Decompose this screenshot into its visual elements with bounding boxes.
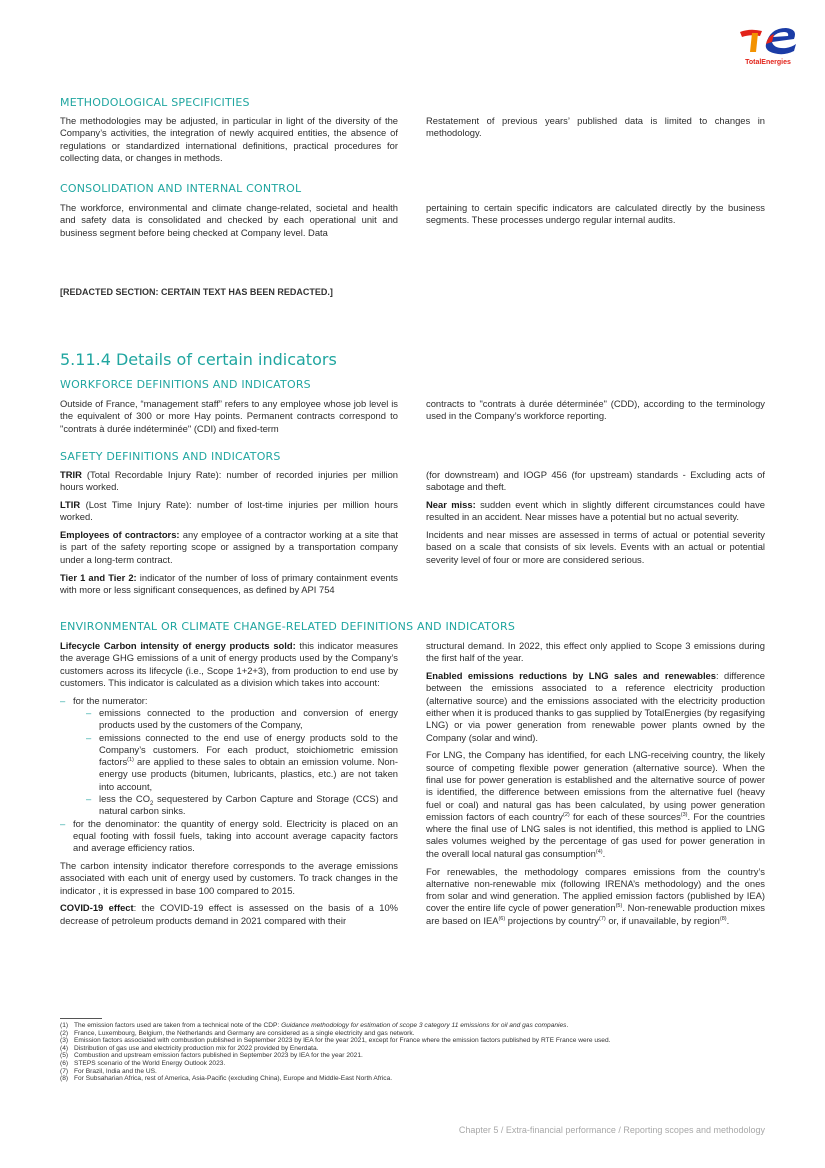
tier-text: indicator of the number of loss of primary containment events with more or less significant consequences, as defined by API 754 bbox=[60, 571, 398, 595]
footnote-6 bbox=[60, 1060, 766, 1068]
text-span: for each of these sources bbox=[569, 810, 681, 822]
workforce-left-paragraph: Outside of France, “management staff” refers to any employee whose job level is the equivalent of 300 or more Hay points. Permanent contracts correspond to "contrats à durée indéterminée" (CDI) and fixed-term bbox=[60, 398, 398, 434]
footnote-ref: (3) bbox=[680, 811, 688, 818]
footnote-number: (5) bbox=[60, 1052, 69, 1060]
footnote-ref: (5) bbox=[615, 903, 623, 910]
contractors-text: any employee of a contractor working at a site that is part of the safety reporting scope or assigned by a transportation company under a long-term contract. bbox=[60, 529, 399, 565]
lng-paragraph bbox=[426, 749, 765, 860]
trir-term: TRIR bbox=[60, 469, 82, 480]
tier-term: Tier 1 and Tier 2: bbox=[60, 571, 137, 583]
list-item: – emissions connected to the production and conversion of energy products used by the customers of the Company, bbox=[86, 707, 398, 732]
environment-right-text bbox=[426, 640, 765, 933]
footnote-text: Combustion and upstream emission factors published in September 2023 by IEA for the year 2021. bbox=[74, 1052, 363, 1060]
environment-heading: ENVIRONMENTAL OR CLIMATE CHANGE-RELATED DEFINITIONS AND INDICATORS bbox=[60, 620, 516, 633]
workforce-right-text bbox=[426, 398, 765, 428]
totalenergies-logo bbox=[736, 22, 800, 68]
trir-definition bbox=[60, 469, 398, 494]
text-span: sequestered by Carbon Capture and Storage (CCS) and natural carbon sinks. bbox=[99, 793, 398, 817]
footnote-text: Emission factors associated with combustion published in September 2023 by IEA for the year 2021, except for France where the emission factors published by RTE France were used. bbox=[74, 1037, 611, 1045]
footnote-text: STEPS scenario of the World Energy Outlook 2023. bbox=[74, 1059, 226, 1067]
redacted-notice: [REDACTED SECTION: CERTAIN TEXT HAS BEEN REDACTED.] bbox=[60, 287, 333, 297]
footnote-text: For Subsaharian Africa, rest of America, Asia-Pacific (excluding China), Europe and Middle-East North Africa. bbox=[74, 1075, 393, 1083]
footnote-7 bbox=[60, 1068, 766, 1076]
text-span: . For the countries where the final use of LNG sales is not identified, this method is applied to LNG sales volumes weighed by the percentage of gas used for power generation in the overall local natural gas consumption bbox=[426, 810, 765, 859]
footnote-number: (4) bbox=[60, 1044, 69, 1052]
covid-text: : the COVID-19 effect is assessed on the basis of a 10% decrease of petroleum products demand in 2021 compared with their bbox=[60, 902, 398, 926]
footnote-divider bbox=[60, 1018, 102, 1019]
methodological-right-paragraph: Restatement of previous years’ published data is limited to changes in methodology. bbox=[426, 115, 765, 139]
consolidation-heading: CONSOLIDATION AND INTERNAL CONTROL bbox=[60, 182, 302, 195]
workforce-heading: WORKFORCE DEFINITIONS AND INDICATORS bbox=[60, 378, 311, 391]
methodological-heading: METHODOLOGICAL SPECIFICITIES bbox=[60, 96, 250, 109]
enabled-reductions-definition bbox=[426, 670, 765, 744]
ltir-definition bbox=[60, 499, 398, 524]
footnote-number: (3) bbox=[60, 1037, 69, 1045]
safety-left-text bbox=[60, 469, 398, 602]
text-span: or, if unavailable, by region bbox=[605, 914, 720, 926]
text-span: . Non-renewable production mixes are based on IEA bbox=[426, 902, 765, 926]
footnote-number: (8) bbox=[60, 1075, 69, 1083]
footnote-1 bbox=[60, 1022, 766, 1030]
safety-right-text bbox=[426, 469, 765, 572]
workforce-right-paragraph: contracts to "contrats à durée déterminée" (CDD), according to the terminology used in the Company’s workforce reporting. bbox=[426, 398, 765, 422]
footnote-text: France, Luxembourg, Belgium, the Netherlands and Germany are considered as a single electricity and gas network. bbox=[74, 1029, 415, 1037]
footnote-ref: (7) bbox=[598, 915, 606, 922]
structural-demand-paragraph: structural demand. In 2022, this effect only applied to Scope 3 emissions during the first half of the year. bbox=[426, 640, 765, 664]
footnote-ref: (2) bbox=[563, 811, 570, 818]
methodological-left-paragraph: The methodologies may be adjusted, in particular in light of the diversity of the Company’s activities, the integration of newly acquired entities, the absence of regulations or standardized international definitions, practical procedures for collecting data, or changes in methods. bbox=[60, 115, 398, 163]
footnote-text: Distribution of gas use and electricity production mix for 2022 provided by Enerdata. bbox=[74, 1044, 319, 1052]
list-item bbox=[60, 695, 398, 818]
page-footer: Chapter 5 / Extra-financial performance / Reporting scopes and methodology bbox=[458, 1125, 765, 1135]
lci-definition bbox=[60, 640, 398, 689]
near-miss-term: Near miss: bbox=[426, 499, 476, 511]
near-miss-definition bbox=[426, 499, 765, 524]
carbon-intensity-paragraph: The carbon intensity indicator therefore corresponds to the average emissions associated with each unit of energy used by customers. To track changes in the indicator , it is expressed in base 100 compared to 2015. bbox=[60, 860, 398, 896]
text-span: For LNG, the Company has identified, for each LNG-receiving country, the likely source of competing flexible power generation (alternative source). When the final use for power generation is established and the alternative source of power is identified, the difference between emissions from the alternative fuel (heavy fuel or coal) and natural gas has been calculated, by using power generation emission factors of each country bbox=[426, 749, 765, 822]
text-span: less the CO bbox=[99, 793, 150, 805]
enabled-text: : difference between the emissions associated to a reference electricity production (alternative source) and the emissions associated with the electricity production either when it is produced thanks to gas supplied by TotalEnergies (by regasifying LNG) or via power generation from renewable power plants owned by the Company (solar and wind). bbox=[426, 670, 765, 743]
renewables-paragraph bbox=[426, 866, 765, 927]
safety-heading: SAFETY DEFINITIONS AND INDICATORS bbox=[60, 450, 281, 463]
footnote-text: . bbox=[566, 1022, 569, 1029]
footnote-number: (1) bbox=[60, 1022, 69, 1029]
logo-wordmark: TotalEnergies bbox=[745, 59, 791, 66]
text-span: . bbox=[726, 914, 730, 926]
consolidation-right-text bbox=[426, 202, 765, 232]
list-item bbox=[86, 732, 398, 793]
footnote-number: (6) bbox=[60, 1059, 69, 1067]
covid-definition bbox=[60, 902, 398, 927]
list-item: – for the denominator: the quantity of energy sold. Electricity is placed on an equal footing with fossil fuels, taking into account average capacity factors and average efficiency ratios. bbox=[60, 818, 398, 855]
text-span: For renewables, the methodology compares emissions from the country’s alternative non-renewable mix (following IRENA’s methodology) and the ones from solar and wind generation. The applied emission factors (published by IEA) cover the entire life cycle of power generation bbox=[426, 865, 765, 914]
ltir-term: LTIR bbox=[60, 499, 81, 511]
subscript: 2 bbox=[150, 800, 154, 807]
methodological-left-text bbox=[60, 115, 398, 170]
text-span: projections by country bbox=[505, 914, 599, 926]
lci-term: Lifecycle Carbon intensity of energy products sold: bbox=[60, 640, 296, 651]
trir-text: (Total Recordable Injury Rate): number of recorded injuries per million hours worked. bbox=[60, 469, 398, 493]
consolidation-left-text bbox=[60, 202, 398, 244]
footnote-2 bbox=[60, 1030, 766, 1038]
text-span: are applied to these sales to obtain an emission volume. Non-energy use products (bitumen, lubricants, plastics, etc.) are not taken into account, bbox=[99, 756, 398, 792]
footnote-ref: (1) bbox=[127, 757, 134, 764]
workforce-left-text bbox=[60, 398, 398, 440]
footnote-text: The emission factors used are taken from a technical note of the CDP: bbox=[74, 1022, 282, 1029]
ltir-text: (Lost Time Injury Rate): number of lost-time injuries per million hours worked. bbox=[60, 499, 398, 523]
numerator-label: for the numerator: bbox=[73, 694, 148, 706]
list-item bbox=[86, 793, 398, 818]
footnote-text: For Brazil, India and the US. bbox=[74, 1067, 157, 1075]
footnote-number: (7) bbox=[60, 1067, 69, 1075]
footnote-ref: (4) bbox=[595, 848, 603, 855]
covid-term: COVID-19 effect bbox=[60, 902, 134, 914]
footnote-8 bbox=[60, 1075, 766, 1083]
text-span: . bbox=[602, 847, 606, 859]
contractors-term: Employees of contractors: bbox=[60, 529, 180, 541]
footnote-number: (2) bbox=[60, 1029, 69, 1037]
logo-mark-icon bbox=[736, 22, 800, 58]
lci-text: this indicator measures the average GHG emissions of a unit of energy products used by the Company’s customers across its lifecycle (i.e., Scope 1+2+3), from production to end use by customers. This indicator is calculated as a division which takes into account: bbox=[60, 640, 398, 688]
near-miss-text: sudden event which in slightly different circumstances could have resulted in an accident. Near misses have a potential but no actual severity. bbox=[426, 499, 765, 523]
tier-definition bbox=[60, 572, 398, 597]
methodological-right-text bbox=[426, 115, 765, 145]
footnote-title: Guidance methodology for estimation of scope 3 category 11 emissions for oil and gas companies bbox=[281, 1022, 567, 1029]
section-title: 5.11.4 Details of certain indicators bbox=[60, 350, 337, 369]
safety-standards-paragraph: (for downstream) and IOGP 456 (for upstream) standards - Excluding acts of sabotage and theft. bbox=[426, 469, 765, 493]
footnote-5 bbox=[60, 1052, 766, 1060]
footnote-3 bbox=[60, 1037, 766, 1045]
text-span: emissions connected to the end use of energy products sold to the Company’s customers. For each product, stoichiometric emission factors bbox=[99, 731, 398, 768]
enabled-term: Enabled emissions reductions by LNG sales and renewables bbox=[426, 670, 716, 682]
consolidation-right-paragraph: pertaining to certain specific indicators are calculated directly by the business segments. These processes undergo regular internal audits. bbox=[426, 202, 765, 226]
footnote-ref: (8) bbox=[719, 915, 727, 922]
division-list bbox=[60, 695, 398, 855]
consolidation-left-paragraph: The workforce, environmental and climate change-related, societal and health and safety data is consolidated and checked by each operational unit and business segment before being checked at Company level. Data bbox=[60, 202, 398, 238]
footnotes bbox=[60, 1022, 766, 1083]
numerator-sublist bbox=[73, 707, 398, 818]
footnote-4 bbox=[60, 1045, 766, 1053]
contractors-definition bbox=[60, 529, 398, 566]
severity-paragraph: Incidents and near misses are assessed in terms of actual or potential severity based on a scale that consists of six levels. Events with an actual or potential severity level of four or more are considered serious. bbox=[426, 529, 765, 565]
environment-left-text bbox=[60, 640, 398, 933]
footnote-ref: (6) bbox=[498, 915, 506, 922]
